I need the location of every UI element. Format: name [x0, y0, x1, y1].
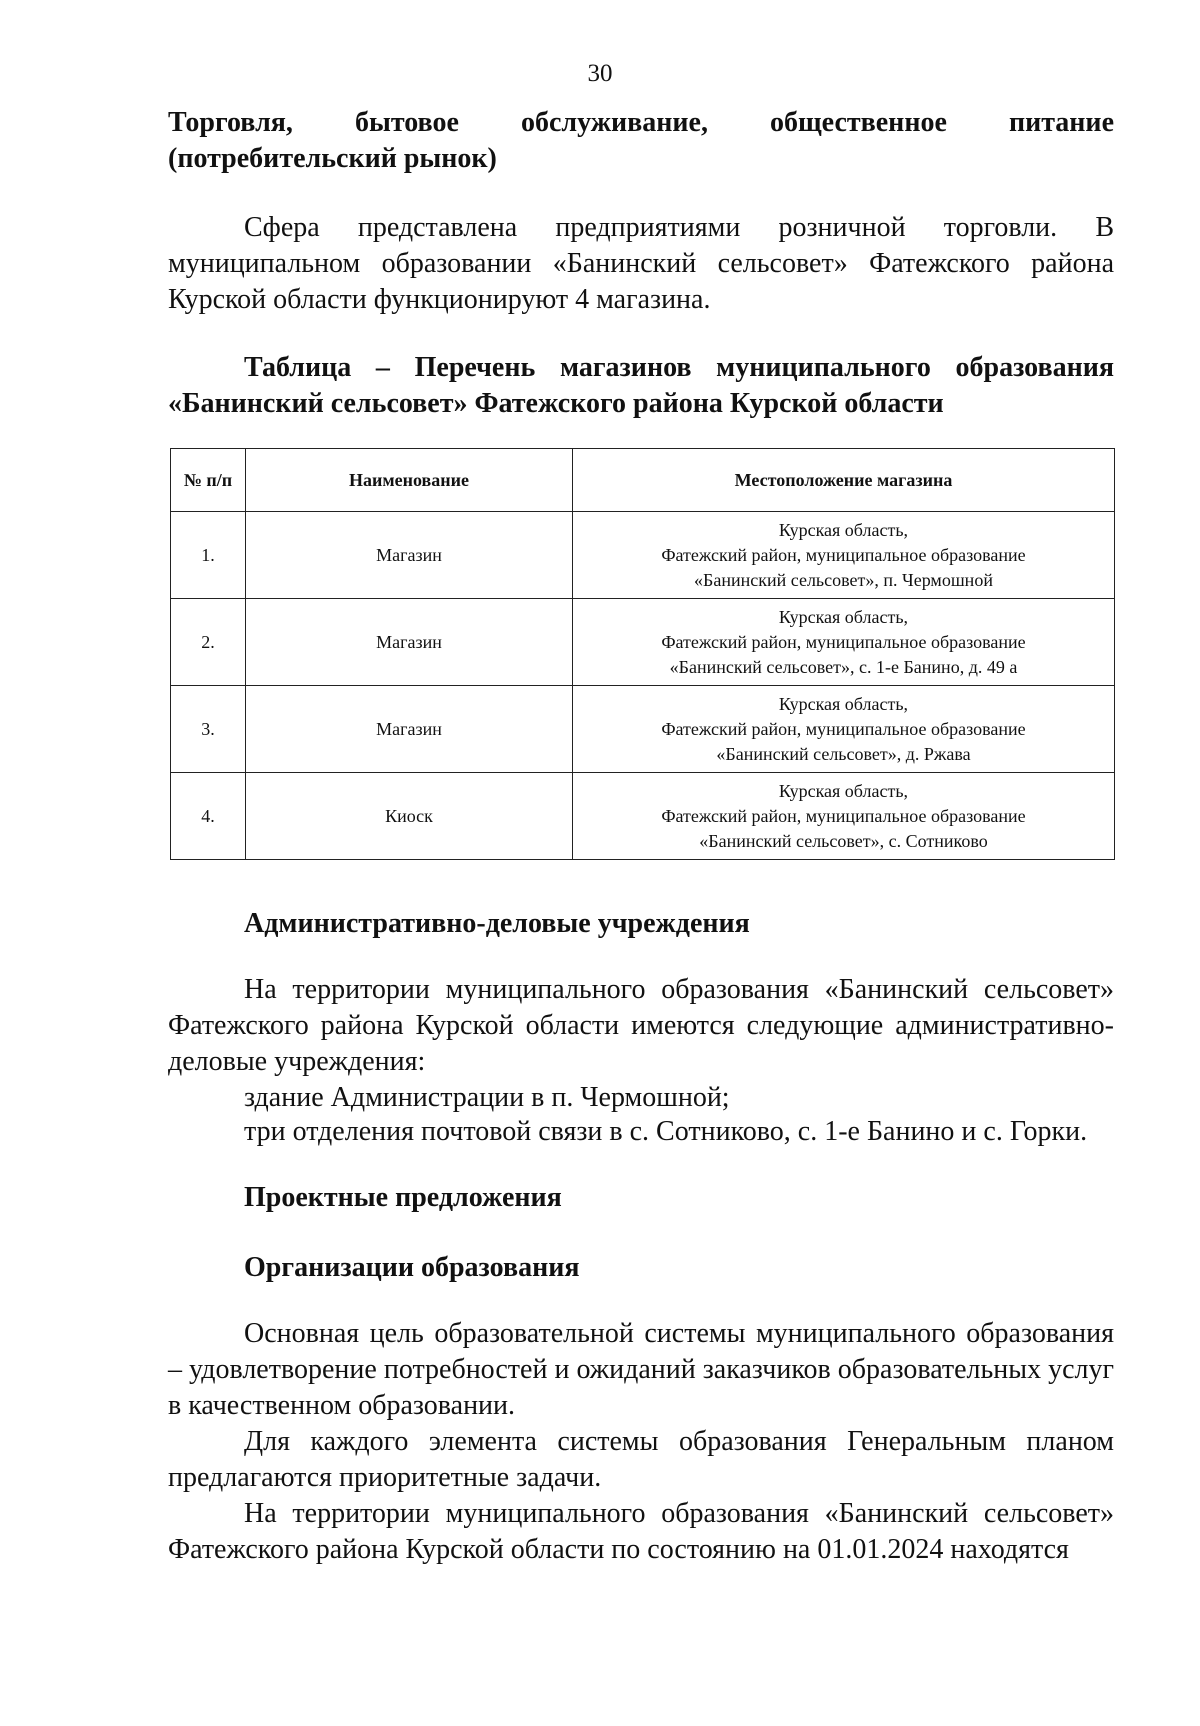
- row-num: 4.: [171, 773, 246, 860]
- table-row: [171, 686, 1115, 773]
- location-line: Курская область,: [778, 606, 909, 627]
- row-num: 3.: [171, 686, 246, 773]
- education-paragraph-3: На территории муниципального образования «Банинский сельсовет» Фатежского района Курской области по состоянию на 01.01.2024 находятся: [168, 1498, 1114, 1565]
- location-line: Курская область,: [778, 519, 909, 540]
- header-name: Наименование: [246, 449, 573, 512]
- education-paragraph-2: Для каждого элемента системы образования Генеральным планом предлагаются приоритетные задачи.: [168, 1426, 1114, 1493]
- table-row: [171, 773, 1115, 860]
- location-line: Фатежский район, муниципальное образование: [661, 631, 1026, 652]
- location-line: «Банинский сельсовет», д. Ржава: [716, 743, 971, 764]
- section-education-title: Организации образования: [244, 1252, 580, 1283]
- admin-list-item: здание Администрации в п. Чермошной;: [244, 1082, 730, 1113]
- section-trade-paragraph: Сфера представлена предприятиями розничной торговли. В муниципальном образовании «Банинский сельсовет» Фатежского района Курской области функционируют 4 магазина.: [168, 212, 1114, 315]
- location-line: Фатежский район, муниципальное образование: [661, 718, 1026, 739]
- page-number: 30: [587, 60, 613, 87]
- row-location: [573, 686, 1115, 773]
- location-line: Курская область,: [778, 780, 909, 801]
- row-name: Магазин: [246, 686, 573, 773]
- section-admin-title: Административно-деловые учреждения: [244, 908, 750, 939]
- table-row: [171, 599, 1115, 686]
- row-num: 1.: [171, 512, 246, 599]
- row-name: Магазин: [246, 599, 573, 686]
- location-line: «Банинский сельсовет», п. Чермошной: [694, 569, 993, 590]
- table-header-row: [171, 449, 1115, 512]
- row-num: 2.: [171, 599, 246, 686]
- section-proposals-title: Проектные предложения: [244, 1182, 562, 1213]
- header-num: № п/п: [171, 449, 246, 512]
- education-paragraph-1: Основная цель образовательной системы муниципального образования – удовлетворение потребностей и ожиданий заказчиков образовательных услуг в качественном образовании.: [168, 1318, 1114, 1421]
- table-row: [171, 512, 1115, 599]
- header-location: Местоположение магазина: [573, 449, 1115, 512]
- shops-table: [170, 448, 1115, 860]
- row-name: Магазин: [246, 512, 573, 599]
- section-admin-paragraph: На территории муниципального образования «Банинский сельсовет» Фатежского района Курской области имеются следующие административно-деловые учреждения:: [168, 974, 1114, 1077]
- row-location: [573, 773, 1115, 860]
- table-caption: Таблица – Перечень магазинов муниципального образования «Банинский сельсовет» Фатежского района Курской области: [168, 352, 1114, 419]
- location-line: «Банинский сельсовет», с. 1-е Банино, д. 49 а: [669, 656, 1018, 677]
- row-location: [573, 512, 1115, 599]
- location-line: «Банинский сельсовет», с. Сотниково: [699, 830, 988, 851]
- location-line: Фатежский район, муниципальное образование: [661, 544, 1026, 565]
- section-trade-title: Торговля, бытовое обслуживание, общественное питание (потребительский рынок): [168, 107, 1114, 174]
- row-location: [573, 599, 1115, 686]
- row-name: Киоск: [246, 773, 573, 860]
- location-line: Курская область,: [778, 693, 909, 714]
- location-line: Фатежский район, муниципальное образование: [661, 805, 1026, 826]
- admin-list-item: три отделения почтовой связи в с. Сотниково, с. 1-е Банино и с. Горки.: [244, 1116, 1088, 1147]
